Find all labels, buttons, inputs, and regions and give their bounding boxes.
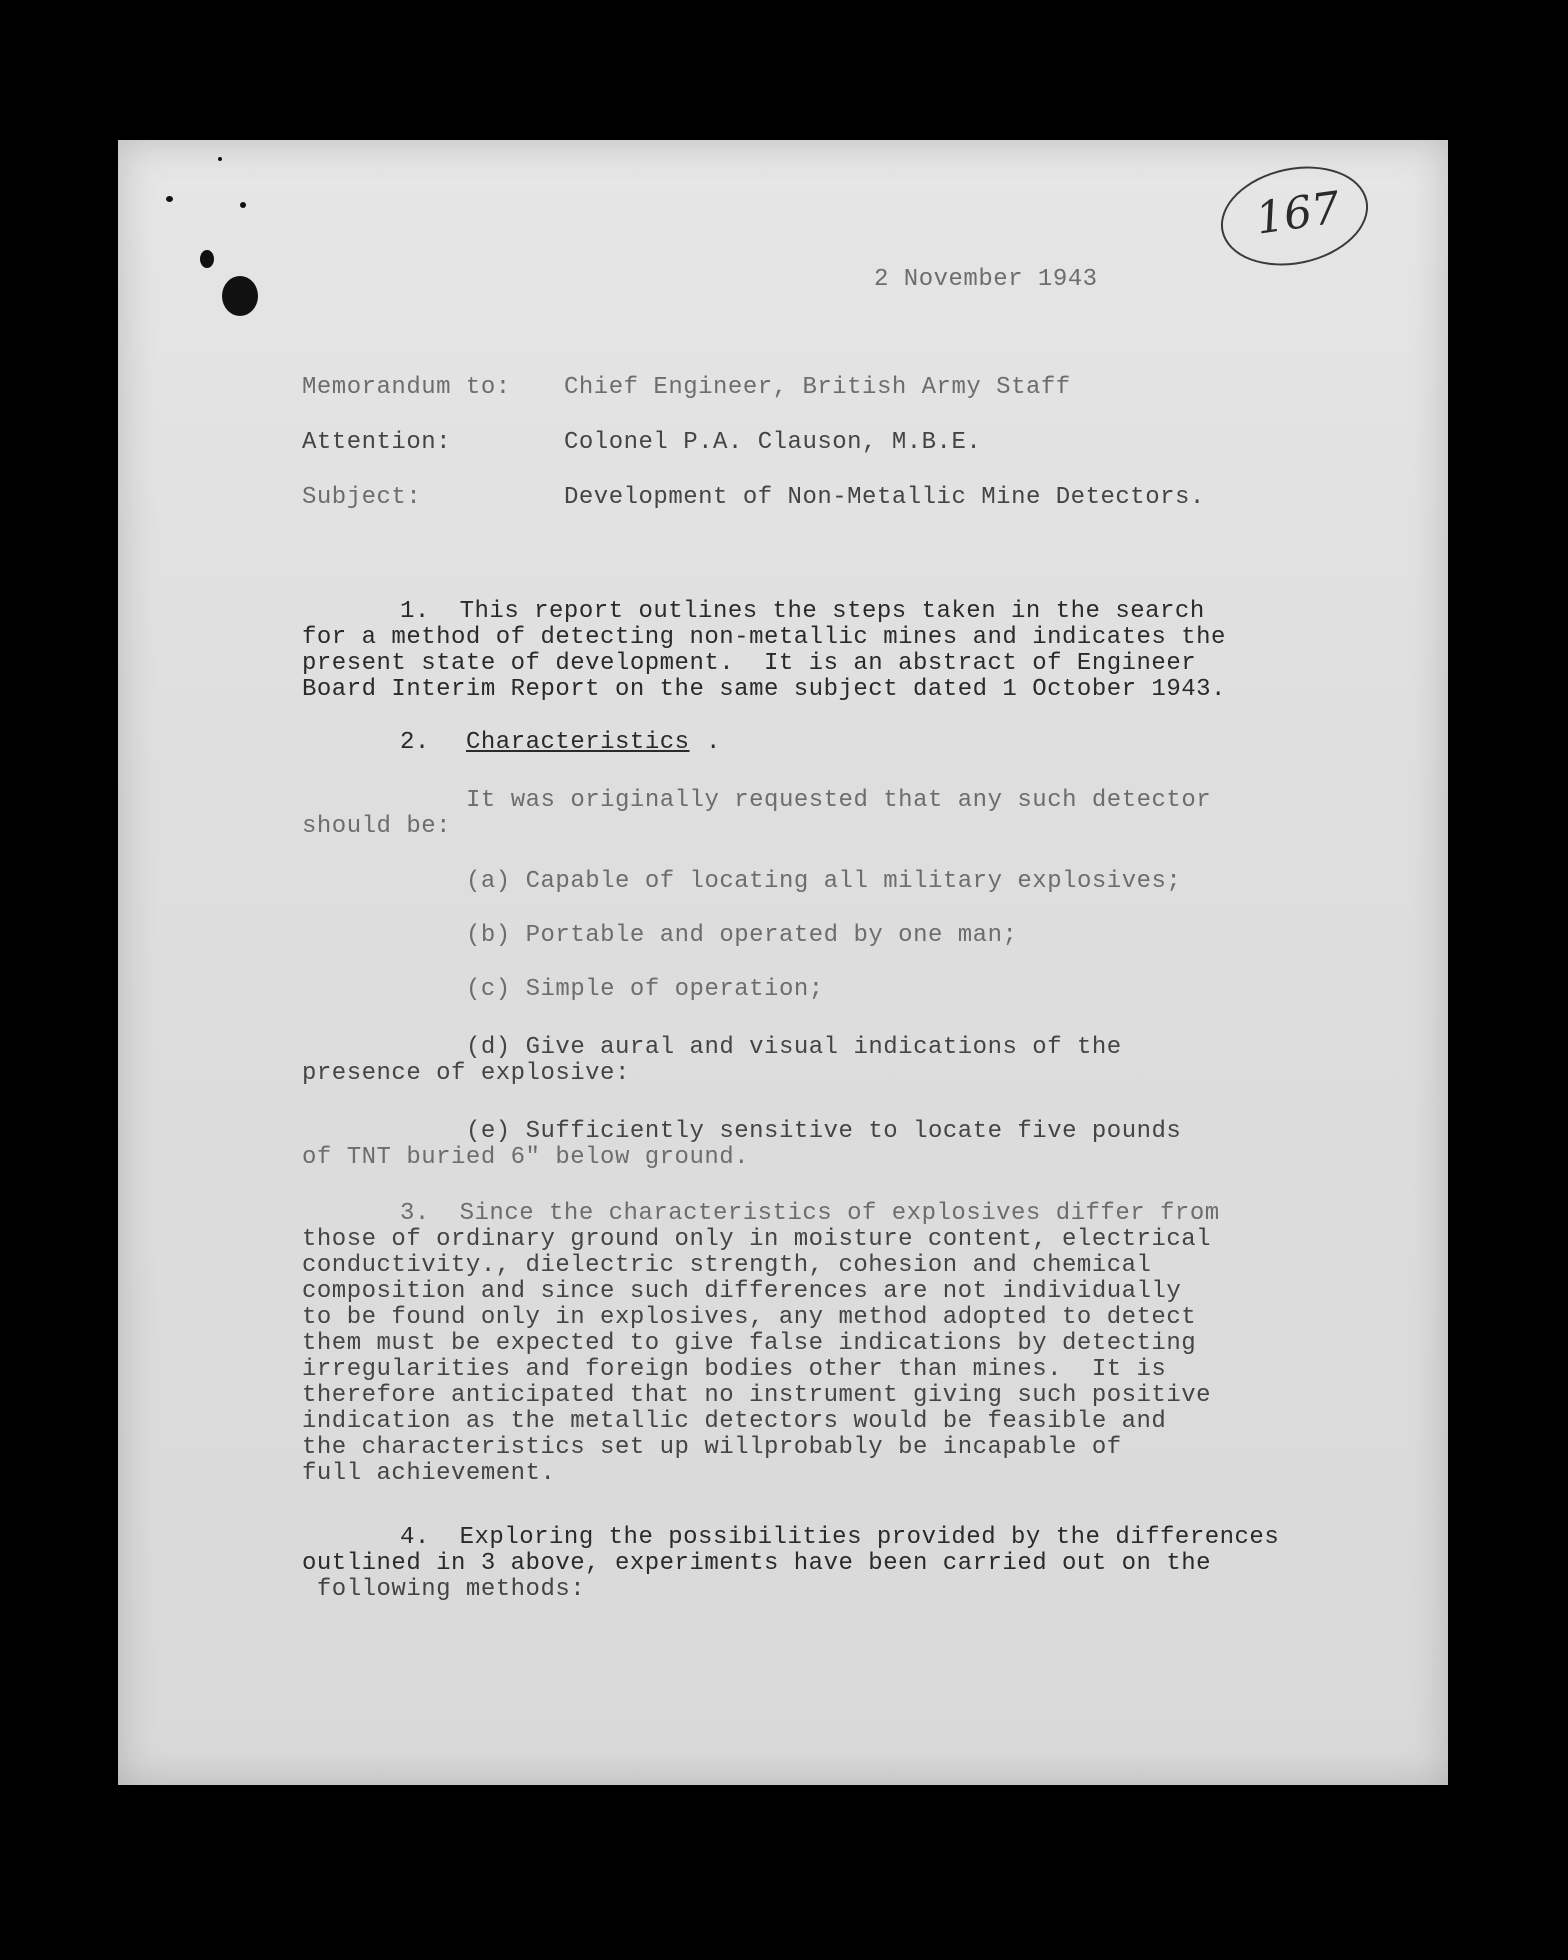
para2-number: 2. — [400, 729, 430, 756]
attention-value: Colonel P.A. Clauson, M.B.E. — [564, 429, 982, 456]
item-c: (c) Simple of operation; — [466, 976, 824, 1003]
para1-line2: for a method of detecting non-metallic mines and indicates the — [302, 624, 1226, 651]
item-b: (b) Portable and operated by one man; — [466, 922, 1018, 949]
para2-intro-line2: should be: — [302, 813, 452, 840]
para4-line1: 4. Exploring the possibilities provided by the differences — [400, 1524, 1280, 1551]
para3-line11: full achievement. — [302, 1460, 556, 1487]
folio-number: 167 — [1252, 182, 1344, 245]
ink-speck-2 — [240, 202, 246, 208]
item-e-line2: of TNT buried 6" below ground. — [302, 1144, 750, 1171]
para4-line3: following methods: — [302, 1576, 586, 1603]
para1-line4: Board Interim Report on the same subject dated 1 October 1943. — [302, 676, 1226, 703]
para4-line2: outlined in 3 above, experiments have been carried out on the — [302, 1550, 1212, 1577]
to-value: Chief Engineer, British Army Staff — [564, 374, 1071, 401]
memo-date: 2 November 1943 — [874, 266, 1098, 293]
ink-speck-3 — [218, 157, 222, 161]
para3-line5: to be found only in explosives, any method adopted to detect — [302, 1304, 1197, 1331]
para3-line8: therefore anticipated that no instrument giving such positive — [302, 1382, 1212, 1409]
para3-line6: them must be expected to give false indications by detecting — [302, 1330, 1197, 1357]
ink-blot-large — [222, 276, 258, 316]
para3-line4: composition and since such differences are not individually — [302, 1278, 1182, 1305]
item-a: (a) Capable of locating all military explosives; — [466, 868, 1182, 895]
para3-line1: 3. Since the characteristics of explosives differ from — [400, 1200, 1220, 1227]
ink-speck-1 — [166, 196, 173, 202]
para2-heading: Characteristics — [466, 729, 690, 756]
para3-line10: the characteristics set up willprobably be incapable of — [302, 1434, 1122, 1461]
para2-intro-line1: It was originally requested that any such detector — [466, 787, 1212, 814]
para3-line2: those of ordinary ground only in moisture content, electrical — [302, 1226, 1212, 1253]
para2-heading-end: . — [706, 729, 721, 756]
to-label: Memorandum to: — [302, 374, 511, 401]
attention-label: Attention: — [302, 429, 452, 456]
subject-label: Subject: — [302, 484, 422, 511]
para3-line9: indication as the metallic detectors would be feasible and — [302, 1408, 1167, 1435]
para1-line3: present state of development. It is an abstract of Engineer — [302, 650, 1197, 677]
subject-value: Development of Non-Metallic Mine Detectors. — [564, 484, 1205, 511]
ink-blot-small — [200, 250, 214, 268]
item-d-line1: (d) Give aural and visual indications of the — [466, 1034, 1122, 1061]
para1-line1: 1. This report outlines the steps taken in the search — [400, 598, 1205, 625]
para3-line7: irregularities and foreign bodies other than mines. It is — [302, 1356, 1167, 1383]
para3-line3: conductivity., dielectric strength, cohesion and chemical — [302, 1252, 1152, 1279]
item-d-line2: presence of explosive: — [302, 1060, 630, 1087]
item-e-line1: (e) Sufficiently sensitive to locate five pounds — [466, 1118, 1182, 1145]
